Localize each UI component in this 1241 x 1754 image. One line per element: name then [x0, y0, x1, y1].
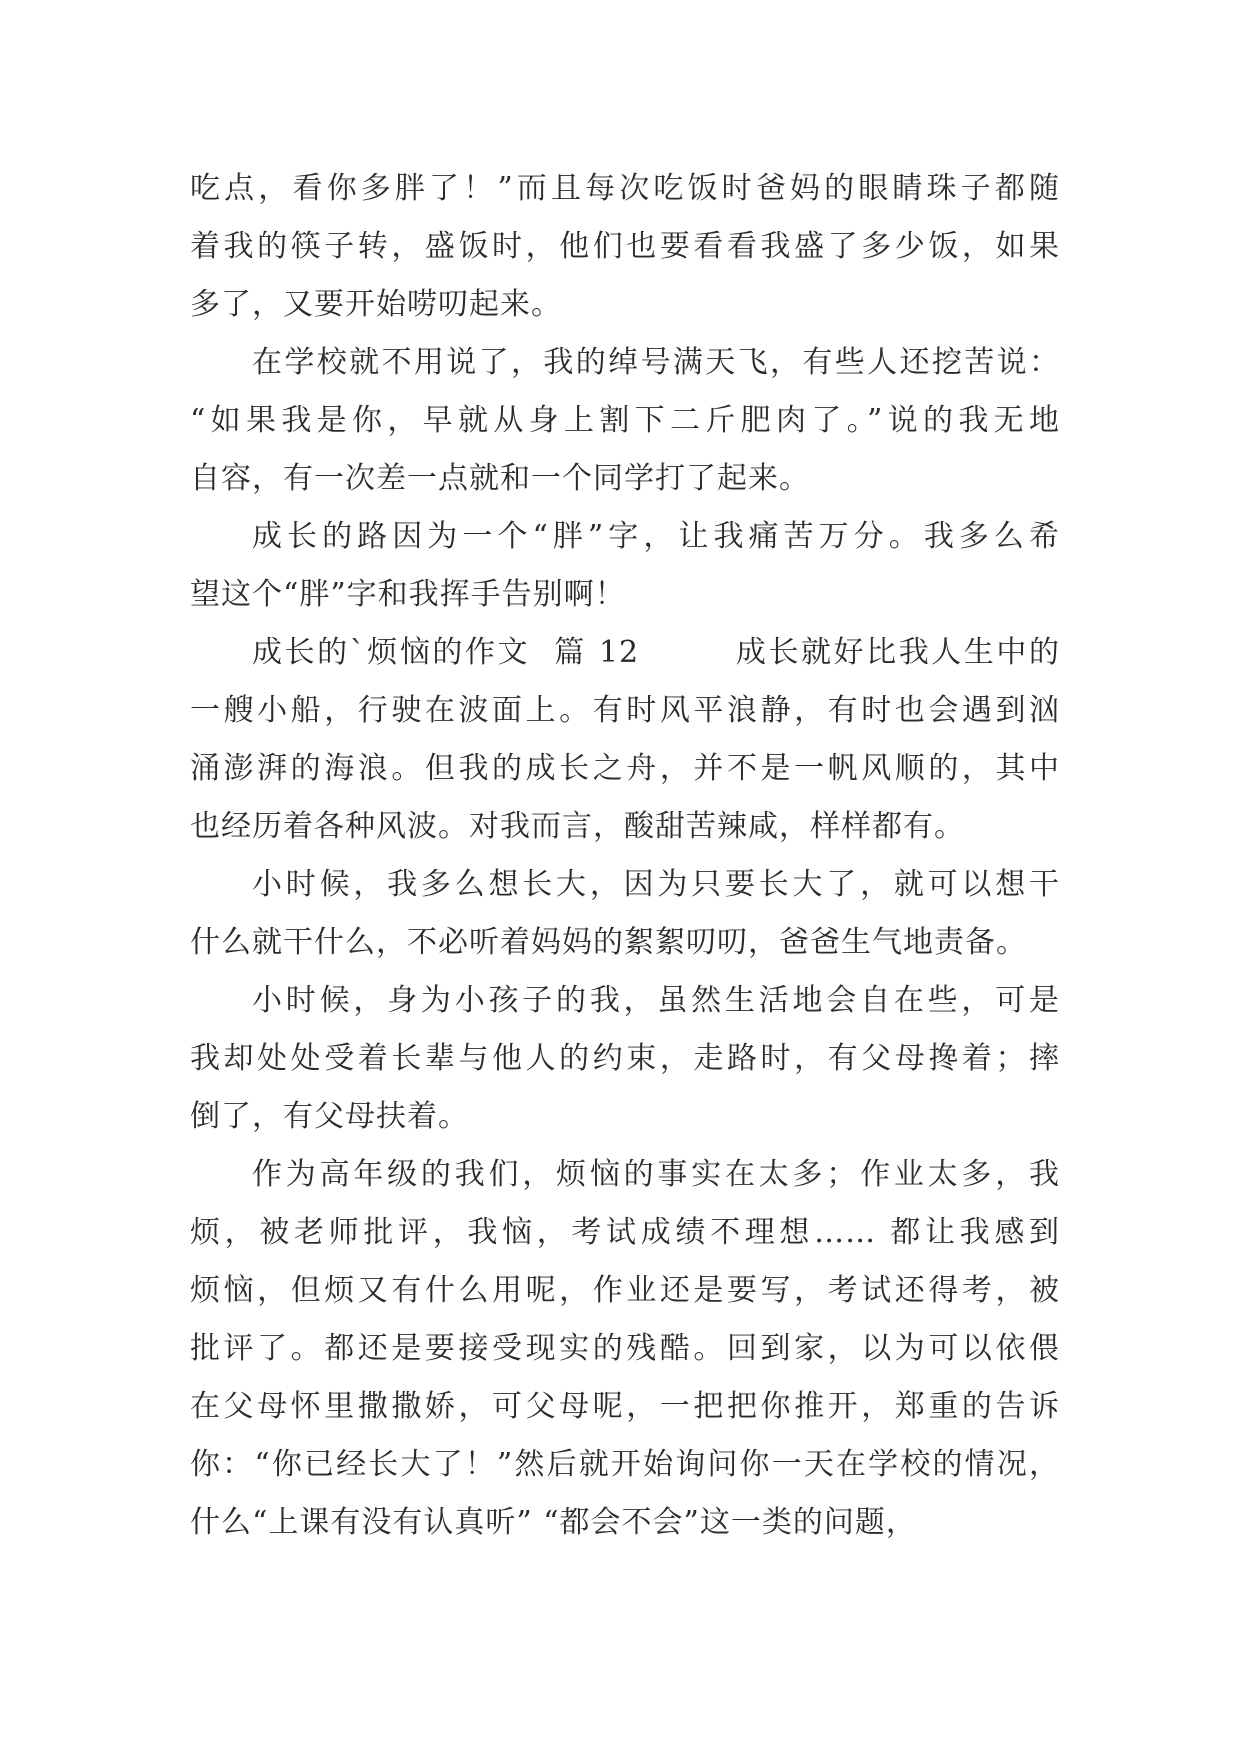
text-line: 也经历着各种风波。对我而言，酸甜苦辣咸，样样都有。	[190, 809, 965, 844]
text-line: 倒了，有父母扶着。	[190, 1099, 469, 1134]
text-line: 批评了。都还是要接受现实的残酷。回到家，以为可以依偎	[190, 1331, 1060, 1366]
text-line: 吃点，看你多胖了！”而且每次吃饭时爸妈的眼睛珠子都随	[190, 171, 1060, 206]
text-line: 什么“上课有没有认真听” “都会不会”这一类的问题，	[190, 1505, 917, 1540]
text-line: 在学校就不用说了，我的绰号满天飞，有些人还挖苦说：	[252, 345, 1060, 380]
text-line: 一艘小船，行驶在波面上。有时风平浪静，有时也会遇到汹	[190, 693, 1060, 728]
text-line: 自容，有一次差一点就和一个同学打了起来。	[190, 461, 810, 496]
text-line: 涌澎湃的海浪。但我的成长之舟，并不是一帆风顺的，其中	[190, 751, 1060, 786]
text-line: 作为高年级的我们，烦恼的事实在太多；作业太多，我	[252, 1157, 1060, 1192]
text-line: 烦恼，但烦又有什么用呢，作业还是要写，考试还得考，被	[190, 1273, 1060, 1308]
text-line: 你：“你已经长大了！”然后就开始询问你一天在学校的情况，	[190, 1447, 1060, 1482]
text-line: 成长的路因为一个“胖”字，让我痛苦万分。我多么希	[252, 519, 1060, 554]
text-line: “如果我是你，早就从身上割下二斤肥肉了。”说的我无地	[190, 403, 1060, 438]
text-line: 望这个“胖”字和我挥手告别啊！	[190, 577, 626, 612]
text-line: 小时候，我多么想长大，因为只要长大了，就可以想干	[252, 867, 1060, 902]
text-line: 多了，又要开始唠叨起来。	[190, 287, 562, 322]
document-body	[190, 160, 1060, 1552]
text-line: 着我的筷子转，盛饭时，他们也要看看我盛了多少饭，如果	[190, 229, 1060, 264]
text-line: 小时候，身为小孩子的我，虽然生活地会自在些，可是	[252, 983, 1060, 1018]
section-heading-line: 成长的`烦恼的作文 篇 12 成长就好比我人生中的	[252, 635, 1060, 670]
text-line: 在父母怀里撒撒娇，可父母呢，一把把你推开，郑重的告诉	[190, 1389, 1060, 1424]
text-line: 我却处处受着长辈与他人的约束，走路时，有父母搀着；摔	[190, 1041, 1060, 1076]
text-line: 烦，被老师批评，我恼，考试成绩不理想…… 都让我感到	[190, 1215, 1060, 1250]
text-line: 什么就干什么，不必听着妈妈的絮絮叨叨，爸爸生气地责备。	[190, 925, 1027, 960]
